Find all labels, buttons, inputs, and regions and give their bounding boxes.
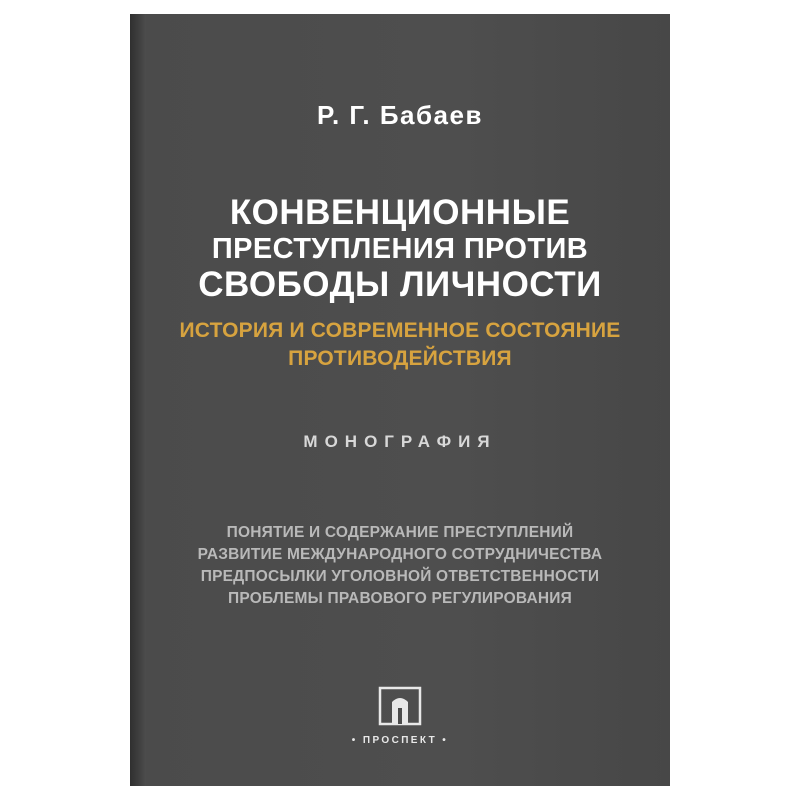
book-cover (130, 14, 670, 786)
title-line-3: СВОБОДЫ ЛИЧНОСТИ (198, 265, 602, 305)
publisher-block (130, 684, 670, 746)
book-title (130, 193, 670, 305)
doorway-arch-icon (378, 684, 422, 728)
title-line-1: КОНВЕНЦИОННЫЕ (229, 193, 571, 232)
publication-type: МОНОГРАФИЯ (303, 432, 497, 452)
publisher-name: • ПРОСПЕКТ • (351, 735, 449, 746)
book-subtitle (130, 317, 670, 372)
topic-line: ПОНЯТИЕ И СОДЕРЖАНИЕ ПРЕСТУПЛЕНИЙ (226, 524, 574, 542)
subtitle-line-1: ИСТОРИЯ И СОВРЕМЕННОЕ СОСТОЯНИЕ (179, 318, 621, 342)
title-line-2: ПРЕСТУПЛЕНИЯ ПРОТИВ (211, 232, 589, 265)
topic-line: ПРЕДПОСЫЛКИ УГОЛОВНОЙ ОТВЕТСТВЕННОСТИ (200, 568, 600, 586)
author-name: Р. Г. Бабаев (317, 100, 483, 130)
topic-line: ПРОБЛЕМЫ ПРАВОВОГО РЕГУЛИРОВАНИЯ (228, 590, 572, 608)
topics-list (130, 522, 670, 610)
topic-line: РАЗВИТИЕ МЕЖДУНАРОДНОГО СОТРУДНИЧЕСТВА (197, 546, 603, 564)
subtitle-line-2: ПРОТИВОДЕЙСТВИЯ (288, 346, 512, 370)
